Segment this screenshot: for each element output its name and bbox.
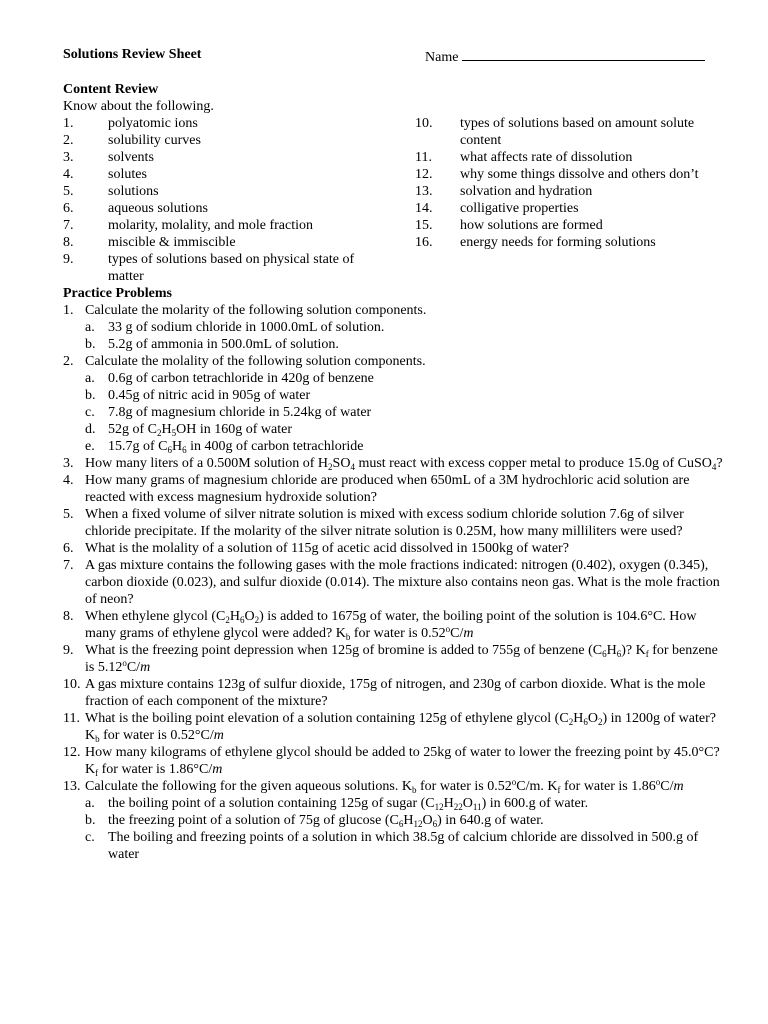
review-item-text: types of solutions based on amount solute content xyxy=(460,116,695,148)
problem-10: 10. A gas mixture contains 123g of sulfur dioxide, 175g of nitrogen, and 230g of carbon dioxide. What is the mole fraction of each component of the mixture? xyxy=(63,677,706,709)
problem-5: 5. When a fixed volume of silver nitrate solution is mixed with excess sodium chloride solution 7.6g of silver chloride precipitate. If the molarity of the silver nitrate solution is 0.25M, how many milliliters were used? xyxy=(63,507,684,539)
subproblem-text: 0.45g of nitric acid in 905g of water xyxy=(108,388,311,403)
review-item-number: 5. xyxy=(63,184,74,199)
review-item-text: energy needs for forming solutions xyxy=(460,235,656,250)
review-item xyxy=(63,251,373,285)
problem-6: 6. What is the molality of a solution of 115g of acetic acid dissolved in 1500kg of water? xyxy=(63,541,569,556)
review-item-number: 12. xyxy=(415,167,433,182)
review-item-text: solvents xyxy=(108,150,154,165)
problem-7: 7. A gas mixture contains the following gases with the mole fractions indicated: nitrogen (0.402), oxygen (0.345), carbon dioxide (0.023), and sulfur dioxide (0.014). The mixture also contains neon gas. What is the mole fraction of neon? xyxy=(63,558,720,607)
subproblem-text: 33 g of sodium chloride in 1000.0mL of solution. xyxy=(108,320,385,335)
review-item xyxy=(63,115,373,132)
review-item-text: aqueous solutions xyxy=(108,201,208,216)
problem-8: 8. When ethylene glycol $(C_2H_6O_2)$ is added to 1675g of water, the boiling point of the solution is 104.6°C. How many grams of ethylene glycol were added? $K_b$ for water is 0.52$^o$C/m xyxy=(63,609,697,642)
review-item-text: molarity, molality, and mole fraction xyxy=(108,218,314,233)
content-review-right-column xyxy=(415,115,715,251)
review-item-number: 7. xyxy=(63,218,74,233)
review-item-text: types of solutions based on physical state of matter xyxy=(108,252,355,284)
subproblem-text: 0.6g of carbon tetrachloride in 420g of benzene xyxy=(108,371,374,386)
review-item xyxy=(63,200,373,217)
problem-text: Calculate the molality of the following solution components. xyxy=(85,354,426,369)
review-item xyxy=(415,115,715,149)
practice-problems-heading: Practice Problems xyxy=(63,286,172,301)
problem-number: 1. xyxy=(63,303,74,318)
content-review-list xyxy=(63,115,723,285)
problem-13: 13. Calculate the following for the given aqueous solutions. $K_b$ for water is 0.52$^o$C/m. $K_f$ for water is 1.86$^o$C/m xyxy=(63,777,684,795)
review-item xyxy=(63,183,373,200)
review-item-number: 10. xyxy=(415,116,433,131)
problem-4: 4. How many grams of magnesium chloride are produced when 650mL of a 3M hydrochloric acid solution are reacted with excess magnesium hydroxide solution? xyxy=(63,473,690,505)
problem-text: Calculate the molarity of the following solution components. xyxy=(85,303,427,318)
worksheet-page xyxy=(63,46,723,863)
problem-1a: a. 33 g of sodium chloride in 1000.0mL of solution. xyxy=(85,320,385,335)
name-field xyxy=(425,46,705,66)
review-item xyxy=(415,217,715,234)
subproblem-text: 5.2g of ammonia in 500.0mL of solution. xyxy=(108,337,339,352)
problem-2b: b. 0.45g of nitric acid in 905g of water xyxy=(85,388,311,403)
review-item-text: what affects rate of dissolution xyxy=(460,150,633,165)
review-item-number: 9. xyxy=(63,252,74,267)
problem-12: 12. How many kilograms of ethylene glycol should be added to 25kg of water to lower the freezing point by 45.0°C? $K_f$ for water is 1.86°C/m xyxy=(63,745,720,778)
problem-2e: e. 15.7g of $C_6H_6$ in 400g of carbon tetrachloride xyxy=(85,439,364,455)
content-review-heading: Content Review xyxy=(63,82,159,97)
problem-2d: d. 52g of $C_2H_5OH$ in 160g of water xyxy=(85,422,292,438)
header-row xyxy=(63,46,723,63)
review-item-number: 15. xyxy=(415,218,433,233)
review-item-text: polyatomic ions xyxy=(108,116,198,131)
problem-13a: a. the boiling point of a solution containing 125g of sugar $(C_{12}H_{22}O_{11})$ in 600.g of water. xyxy=(85,796,589,812)
review-item-text: why some things dissolve and others don’t xyxy=(460,167,699,182)
review-item xyxy=(63,166,373,183)
review-item xyxy=(415,183,715,200)
problem-number: 2. xyxy=(63,354,74,369)
review-item-text: solutes xyxy=(108,167,147,182)
problem-11: 11. What is the boiling point elevation of a solution containing 125g of ethylene glycol $(C_2H_6O_2)$ in 1200g of water? $K_b$ for water is 0.52°C/m xyxy=(63,711,716,744)
review-item-number: 14. xyxy=(415,201,433,216)
review-item-text: how solutions are formed xyxy=(460,218,603,233)
problem-2a: a. 0.6g of carbon tetrachloride in 420g of benzene xyxy=(85,371,374,386)
document-title: Solutions Review Sheet xyxy=(63,47,202,62)
review-item xyxy=(63,217,373,234)
problem-13b: b. the freezing point of a solution of 75g of glucose $(C_6H_{12}O_6)$ in 640.g of water. xyxy=(85,813,544,829)
review-item-number: 13. xyxy=(415,184,433,199)
problem-9: 9. What is the freezing point depression when 125g of bromine is added to 755g of benzene $(C_6H_6)$? $K_f$ for benzene is 5.12$^o$C/m xyxy=(63,643,718,675)
review-item-number: 16. xyxy=(415,235,433,250)
problem-1 xyxy=(63,302,723,319)
name-label: Name xyxy=(425,50,459,65)
review-item-text: solvation and hydration xyxy=(460,184,593,199)
review-item-text: solutions xyxy=(108,184,159,199)
review-item xyxy=(415,149,715,166)
review-item xyxy=(63,234,373,251)
problem-13c: c. The boiling and freezing points of a solution in which 38.5g of calcium chloride are dissolved in 500.g of water xyxy=(85,830,699,862)
name-blank-line xyxy=(462,46,705,61)
content-review-left-column xyxy=(63,115,373,285)
subproblem-text: 7.8g of magnesium chloride in 5.24kg of water xyxy=(108,405,372,420)
problem-3: 3. How many liters of a 0.500M solution of $H_2SO_4$ must react with excess copper metal to produce 15.0g of CuSO$_4$? xyxy=(63,456,723,472)
problem-2 xyxy=(63,353,723,370)
review-item-number: 3. xyxy=(63,150,74,165)
review-item-number: 11. xyxy=(415,150,432,165)
review-item xyxy=(415,166,715,183)
review-item-number: 1. xyxy=(63,116,74,131)
problem-1b: b. 5.2g of ammonia in 500.0mL of solution. xyxy=(85,337,339,352)
content-review-intro: Know about the following. xyxy=(63,99,214,114)
practice-problems-list xyxy=(63,302,723,863)
review-item xyxy=(63,149,373,166)
review-item-number: 2. xyxy=(63,133,74,148)
review-item-text: miscible & immiscible xyxy=(108,235,236,250)
review-item-text: colligative properties xyxy=(460,201,579,216)
review-item-number: 8. xyxy=(63,235,74,250)
review-item xyxy=(415,234,715,251)
review-item xyxy=(63,132,373,149)
problem-2c: c. 7.8g of magnesium chloride in 5.24kg of water xyxy=(85,405,372,420)
review-item-number: 4. xyxy=(63,167,74,182)
review-item-text: solubility curves xyxy=(108,133,201,148)
review-item xyxy=(415,200,715,217)
review-item-number: 6. xyxy=(63,201,74,216)
